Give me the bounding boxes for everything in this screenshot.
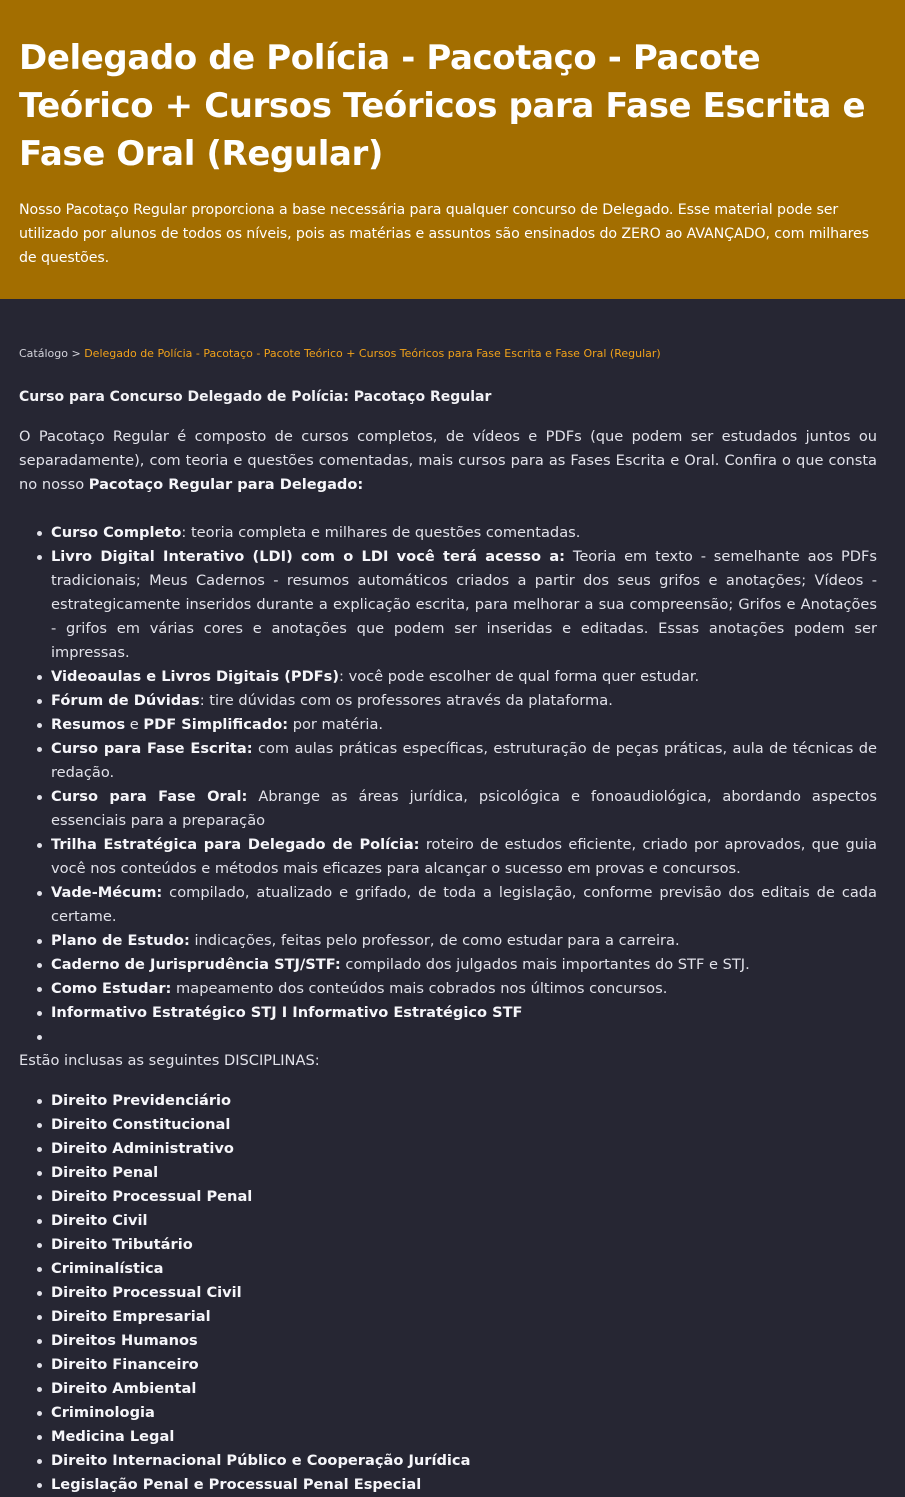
list-item (51, 1257, 877, 1281)
list-item (51, 977, 877, 1001)
discipline-name: Direito Penal (51, 1164, 159, 1181)
feature-text: : você pode escolher de qual forma quer estudar. (339, 668, 700, 685)
feature-title-2: PDF Simplificado: (143, 716, 289, 733)
discipline-name: Direito Previdenciário (51, 1092, 232, 1109)
discipline-name: Direito Administrativo (51, 1140, 234, 1157)
list-item (51, 1401, 877, 1425)
feature-text: Abrange as áreas jurídica, psicológica e fonoaudiológica, abordando aspectos essenciais para a preparação (51, 788, 877, 829)
list-item (51, 1473, 877, 1497)
feature-text: roteiro de estudos eficiente, criado por aprovados, que guia você nos conteúdos e métodos mais eficazes para alcançar o sucesso em provas e concursos. (51, 836, 877, 877)
features-list (19, 521, 877, 1049)
breadcrumb-current-link[interactable]: Delegado de Polícia - Pacotaço - Pacote Teórico + Cursos Teóricos para Fase Escrita e Fase Oral (Regular) (84, 347, 661, 360)
breadcrumb (19, 345, 877, 363)
feature-title: Resumos (51, 716, 126, 733)
list-item (51, 1089, 877, 1113)
list-item (51, 737, 877, 785)
list-item (51, 785, 877, 833)
feature-title: Curso para Fase Oral: (51, 788, 248, 805)
list-item (51, 1449, 877, 1473)
discipline-name: Direito Empresarial (51, 1308, 211, 1325)
list-item (51, 1113, 877, 1137)
intro-bold: Pacotaço Regular para Delegado: (88, 476, 364, 493)
empty-list-item (51, 1025, 877, 1049)
feature-title: Caderno de Jurisprudência STJ/STF: (51, 956, 341, 973)
feature-title: Informativo Estratégico STJ I Informativo Estratégico STF (51, 1004, 523, 1021)
disciplines-heading: Estão inclusas as seguintes DISCIPLINAS: (19, 1052, 320, 1069)
list-item (51, 545, 877, 665)
list-item (51, 1353, 877, 1377)
feature-text: por matéria. (288, 716, 384, 733)
course-subtitle: Curso para Concurso Delegado de Polícia: Pacotaço Regular (19, 389, 492, 405)
list-item (51, 521, 877, 545)
feature-text: compilado dos julgados mais importantes do STF e STJ. (340, 956, 750, 973)
breadcrumb-catalog-link[interactable]: Catálogo (19, 347, 68, 360)
discipline-name: Direito Financeiro (51, 1356, 199, 1373)
list-item (51, 1329, 877, 1353)
discipline-name: Direito Processual Penal (51, 1188, 253, 1205)
feature-text: Teoria em texto - semelhante aos PDFs tradicionais; Meus Cadernos - resumos automáticos criados a partir dos seus grifos e anotações; Vídeos - estrategicamente inseridos durante a explicação escrita, para melhorar a sua compreensão; Grifos e Anotações - grifos em várias cores e anotações que podem ser inseridas e editadas. Essas anotações podem ser impressas. (51, 548, 877, 661)
discipline-name: Direito Processual Civil (51, 1284, 242, 1301)
page-description: Nosso Pacotaço Regular proporciona a base necessária para qualquer concurso de Delegado. Esse material pode ser utilizado por alunos de todos os níveis, pois as matérias e assuntos são ensinados do ZERO ao AVANÇADO, com milhares de questões. (19, 202, 869, 266)
feature-title: Livro Digital Interativo (LDI) com o LDI você terá acesso a: (51, 548, 566, 565)
feature-title: Curso para Fase Escrita: (51, 740, 253, 757)
feature-title: Curso Completo (51, 524, 182, 541)
discipline-name: Direito Internacional Público e Cooperação Jurídica (51, 1452, 471, 1469)
feature-title: Como Estudar: (51, 980, 172, 997)
list-item (51, 1137, 877, 1161)
list-item (51, 665, 877, 689)
discipline-name: Criminologia (51, 1404, 155, 1421)
page-title: Delegado de Polícia - Pacotaço - Pacote Teórico + Cursos Teóricos para Fase Escrita e Fase Oral (Regular) (19, 38, 866, 174)
list-item (51, 1425, 877, 1449)
list-item (51, 1305, 877, 1329)
list-item (51, 953, 877, 977)
discipline-name: Criminalística (51, 1260, 164, 1277)
list-item (51, 1001, 877, 1025)
discipline-name: Direito Civil (51, 1212, 148, 1229)
feature-title: Plano de Estudo: (51, 932, 190, 949)
list-item (51, 1281, 877, 1305)
feature-text: compilado, atualizado e grifado, de toda a legislação, conforme previsão dos editais de cada certame. (51, 884, 877, 925)
feature-connector: e (125, 716, 144, 733)
feature-text: : teoria completa e milhares de questões comentadas. (181, 524, 581, 541)
list-item (51, 1161, 877, 1185)
feature-text: indicações, feitas pelo professor, de como estudar para a carreira. (189, 932, 680, 949)
list-item (51, 1377, 877, 1401)
disciplines-list (19, 1089, 877, 1497)
feature-title: Videoaulas e Livros Digitais (PDFs) (51, 668, 340, 685)
list-item (51, 713, 877, 737)
discipline-name: Direito Tributário (51, 1236, 193, 1253)
feature-title: Fórum de Dúvidas (51, 692, 200, 709)
list-item (51, 1209, 877, 1233)
feature-title: Trilha Estratégica para Delegado de Polícia: (51, 836, 420, 853)
feature-text: : tire dúvidas com os professores através da plataforma. (199, 692, 613, 709)
list-item (51, 929, 877, 953)
course-intro (19, 425, 877, 497)
discipline-name: Direito Ambiental (51, 1380, 197, 1397)
list-item (51, 689, 877, 713)
discipline-name: Legislação Penal e Processual Penal Especial (51, 1476, 422, 1493)
main-content (0, 299, 905, 1497)
feature-text: mapeamento dos conteúdos mais cobrados nos últimos concursos. (171, 980, 668, 997)
page-header (0, 0, 905, 299)
list-item (51, 1185, 877, 1209)
discipline-name: Medicina Legal (51, 1428, 175, 1445)
list-item (51, 881, 877, 929)
list-item (51, 833, 877, 881)
intro-text: O Pacotaço Regular é composto de cursos completos, de vídeos e PDFs (que podem ser estudados juntos ou separadamente), com teoria e questões comentadas, mais cursos para as Fases Escrita e Oral. Confira o que consta no nosso (19, 428, 877, 493)
feature-title: Vade-Mécum: (51, 884, 163, 901)
list-item (51, 1233, 877, 1257)
feature-text: com aulas práticas específicas, estruturação de peças práticas, aula de técnicas de redação. (51, 740, 877, 781)
breadcrumb-separator: > (71, 347, 81, 360)
discipline-name: Direito Constitucional (51, 1116, 231, 1133)
discipline-name: Direitos Humanos (51, 1332, 198, 1349)
